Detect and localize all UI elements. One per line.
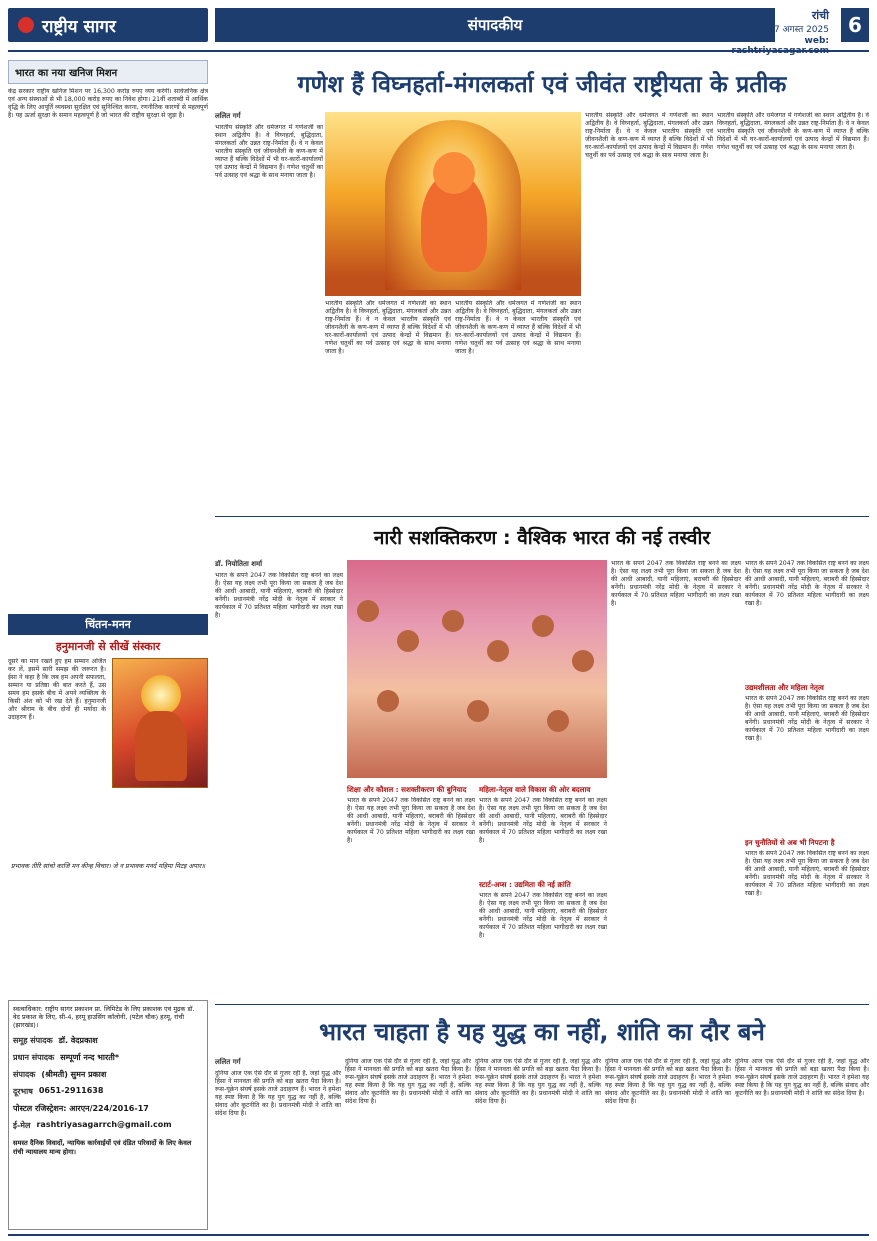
chintan-quote: प्रभावक तीरि सांचो काजि मन कीन्ह विचार। जे न प्रभावक मनर्द महिमा मिटइ अपार॥: [10, 862, 206, 870]
women-article-body-4: भारत के सपने 2047 तक विकसित राष्ट्र बनने का लक्ष्य है। ऐसा यह लक्ष्य तभी पूरा किया जा सकता है जब देश की आधी आबादी, यानी महिलाएं, बराबरी की हिस्सेदार बनेंगी। प्रधानमंत्री नरेंद्र मोदी के नेतृत्व में सरकार ने कार्यकाल में 70 प्रतिशत महिला भागीदारी का लक्ष्य रखा है।: [479, 892, 607, 939]
subhead-startups: स्टार्ट-अप्स : उद्यमिता की नई क्रांति: [479, 880, 571, 889]
women-article-body-7: भारत के सपने 2047 तक विकसित राष्ट्र बनने का लक्ष्य है। ऐसा यह लक्ष्य तभी पूरा किया जा सकता है जब देश की आधी आबादी, यानी महिलाएं, बराबरी की हिस्सेदार बनेंगी। प्रधानमंत्री नरेंद्र मोदी के नेतृत्व में सरकार ने कार्यकाल में 70 प्रतिशत महिला भागीदारी का लक्ष्य रखा है।: [745, 695, 869, 742]
footer-divider: [8, 1234, 869, 1236]
figure-shape: [135, 711, 187, 781]
section-title: संपादकीय: [467, 16, 523, 34]
ganesh-article-body: भारतीय संस्कृति और धर्मजगत में गणेशजी का स्थान अद्वितीय है। वे विघ्नहर्ता, बुद्धिदाता, मंगलकर्ता और उन्नत राष्ट्र-निर्माता हैं। वे न केवल भारतीय संस्कृति एवं जीवनशैली के कण-कण में व्याप्त हैं बल्कि विदेशों में भी घर-कारों-कार्यालयों एवं उत्पाद केन्द्रों में विद्यमान हैं। गणेश चतुर्थी का पर्व उत्साह एवं श्रद्धा के साथ मनाया जाता है।: [215, 124, 323, 179]
peace-article-body-3: दुनिया आज एक ऐसे दौर से गुजर रही है, जहां युद्ध और हिंसा ने मानवता की प्रगति को बड़ा खतरा पैदा किया है। रूस-यूक्रेन संघर्ष इसके ताजे उदाहरण हैं। भारत ने हमेशा यह स्पष्ट किया है कि यह युग युद्ध का नहीं है, बल्कि संवाद और कूटनीति का है। प्रधानमंत्री मोदी ने शांति का संदेश दिया है।: [475, 1058, 601, 1105]
paper-name: राष्ट्रीय सागर: [42, 16, 116, 37]
postal-row: [13, 1103, 203, 1114]
chief-editor-label: प्रधान संपादक: [13, 1053, 55, 1062]
ganesh-article-byline: ललित गर्ग: [215, 112, 241, 120]
divider: [215, 516, 869, 517]
paper-name-banner: [8, 8, 208, 42]
postal-registration: पोस्टल रजिस्ट्रेशन: आरएन/224/2016-17: [13, 1104, 149, 1113]
section-banner: [215, 8, 775, 42]
group-editor-row: [13, 1035, 203, 1046]
peace-article-column: [215, 1058, 341, 1233]
women-article-byline: डॉ. नियोतिता शर्मा: [215, 560, 263, 568]
face-shape: [547, 710, 569, 732]
women-article-body-5: भारत के सपने 2047 तक विकसित राष्ट्र बनने का लक्ष्य है। ऐसा यह लक्ष्य तभी पूरा किया जा सकता है जब देश की आधी आबादी, यानी महिलाएं, बराबरी की हिस्सेदार बनेंगी। प्रधानमंत्री नरेंद्र मोदी के नेतृत्व में सरकार ने कार्यकाल में 70 प्रतिशत महिला भागीदारी का लक्ष्य रखा है।: [611, 560, 741, 607]
ganesh-article-body-cont-1: भारतीय संस्कृति और धर्मजगत में गणेशजी का स्थान अद्वितीय है। वे विघ्नहर्ता, बुद्धिदाता, मंगलकर्ता और उन्नत राष्ट्र-निर्माता हैं। वे न केवल भारतीय संस्कृति एवं जीवनशैली के कण-कण में व्याप्त हैं बल्कि विदेशों में भी घर-कारों-कार्यालयों एवं उत्पाद केन्द्रों में विद्यमान हैं। गणेश चतुर्थी का पर्व उत्साह एवं श्रद्धा के साथ मनाया जाता है।: [325, 300, 451, 355]
jurisdiction-note: समस्त दैनिक विवादों, न्यायिक कार्रवाईयों एवं दंडित परिवादों के लिए केवल रांची न्यायालय मान्य होगा।: [13, 1139, 192, 1156]
women-article-column-3: [479, 782, 607, 1000]
hanuman-image: [112, 658, 208, 788]
face-shape: [487, 640, 509, 662]
ganesh-article-body-cont-2: भारतीय संस्कृति और धर्मजगत में गणेशजी का स्थान अद्वितीय है। वे विघ्नहर्ता, बुद्धिदाता, मंगलकर्ता और उन्नत राष्ट्र-निर्माता हैं। वे न केवल भारतीय संस्कृति एवं जीवनशैली के कण-कण में व्याप्त हैं बल्कि विदेशों में भी घर-कारों-कार्यालयों एवं उत्पाद केन्द्रों में विद्यमान हैं। गणेश चतुर्थी का पर्व उत्साह एवं श्रद्धा के साथ मनाया जाता है।: [455, 300, 581, 355]
peace-article-body-2: दुनिया आज एक ऐसे दौर से गुजर रही है, जहां युद्ध और हिंसा ने मानवता की प्रगति को बड़ा खतरा पैदा किया है। रूस-यूक्रेन संघर्ष इसके ताजे उदाहरण हैं। भारत ने हमेशा यह स्पष्ट किया है कि यह युग युद्ध का नहीं है, बल्कि संवाद और कूटनीति का है। प्रधानमंत्री मोदी ने शांति का संदेश दिया है।: [345, 1058, 471, 1105]
face-shape: [532, 615, 554, 637]
group-editor-label: समूह संपादक: [13, 1036, 53, 1045]
mineral-article-body: केंद्र सरकार राष्ट्रीय खनिज मिशन पर 16,300 करोड़ रुपए व्यय करेगी। सार्वजनिक क्षेत्र एवं अन्य संस्थाओं से भी 18,000 करोड़ रुपए का निवेश होगा। 21वीं शताब्दी में आर्थिक वृद्धि के लिए आपूर्ति व्यवस्था सुरक्षित एवं सुनिश्चित करना, रणनीतिक कारणों से महत्वपूर्ण है। यह ऊर्जा सुरक्षा के समान महत्वपूर्ण है जो भारत की राष्ट्रीय सुरक्षा से जुड़ा है।: [8, 88, 208, 119]
chintan-column-body: दूसरे का मान रखते हुए हम सम्मान अर्जित कर लें, इसमें सारी समझ की जरूरत है। ईसा ने कहा है कि जब हम अपनी सफलता, सम्मान या प्रतिष्ठा की बात करते हैं, उस समय हम इसके बीच में अपने व्यक्तित्व के किसी अंश को भी रख देते हैं। हनुमानजी और श्रीराम के बीच दोनों ही मर्यादा के उदाहरण हैं।: [8, 658, 106, 721]
publisher-statement: स्वत्वाधिकार: राष्ट्रीय सागर प्रकाशन प्रा. लिमिटेड के लिए प्रकाशक एवं मुद्रक डॉ. वेद प्रकाश के लिए, सी-4, हरमू हाउसिंग कॉलोनी, (पटेल चौक) हरमू, रांची (झारखंड)।: [13, 1005, 195, 1029]
chintan-column-header: चिंतन-मनन: [8, 614, 208, 635]
women-article-column-5: [745, 560, 869, 1000]
women-article-body-3: भारत के सपने 2047 तक विकसित राष्ट्र बनने का लक्ष्य है। ऐसा यह लक्ष्य तभी पूरा किया जा सकता है जब देश की आधी आबादी, यानी महिलाएं, बराबरी की हिस्सेदार बनेंगी। प्रधानमंत्री नरेंद्र मोदी के नेतृत्व में सरकार ने कार्यकाल में 70 प्रतिशत महिला भागीदारी का लक्ष्य रखा है।: [479, 797, 607, 844]
page-number: 6: [841, 8, 869, 42]
peace-article-body-5: दुनिया आज एक ऐसे दौर से गुजर रही है, जहां युद्ध और हिंसा ने मानवता की प्रगति को बड़ा खतरा पैदा किया है। रूस-यूक्रेन संघर्ष इसके ताजे उदाहरण हैं। भारत ने हमेशा यह स्पष्ट किया है कि यह युग युद्ध का नहीं है, बल्कि संवाद और कूटनीति का है। प्रधानमंत्री मोदी ने शांति का संदेश दिया है।: [735, 1058, 869, 1097]
idol-head-shape: [433, 152, 475, 194]
women-article-body: भारत के सपने 2047 तक विकसित राष्ट्र बनने का लक्ष्य है। ऐसा यह लक्ष्य तभी पूरा किया जा सकता है जब देश की आधी आबादी, यानी महिलाएं, बराबरी की हिस्सेदार बनेंगी। प्रधानमंत्री नरेंद्र मोदी के नेतृत्व में सरकार ने कार्यकाल में 70 प्रतिशत महिला भागीदारी का लक्ष्य रखा है।: [215, 572, 343, 619]
website-link[interactable]: web:: [804, 36, 829, 46]
face-shape: [377, 690, 399, 712]
women-article-body-8: भारत के सपने 2047 तक विकसित राष्ट्र बनने का लक्ष्य है। ऐसा यह लक्ष्य तभी पूरा किया जा सकता है जब देश की आधी आबादी, यानी महिलाएं, बराबरी की हिस्सेदार बनेंगी। प्रधानमंत्री नरेंद्र मोदी के नेतृत्व में सरकार ने कार्यकाल में 70 प्रतिशत महिला भागीदारी का लक्ष्य रखा है।: [745, 850, 869, 897]
face-shape: [397, 630, 419, 652]
group-editor-name: डॉ. वेदप्रकाश: [58, 1036, 98, 1045]
chintan-column-title: हनुमानजी से सीखें संस्कार: [55, 640, 161, 653]
imprint-box: [8, 1000, 208, 1230]
peace-article-byline: ललित गर्ग: [215, 1058, 241, 1066]
divider: [215, 1004, 869, 1005]
chief-editor-name: सम्पूर्णा नन्द भारती*: [60, 1053, 120, 1062]
peace-article-headline: भारत चाहता है यह युद्ध का नहीं, शांति का दौर बने: [319, 1017, 765, 1046]
women-article-column-2: [347, 782, 475, 1000]
face-shape: [572, 650, 594, 672]
editor-name: (श्रीमती) सुमन प्रकाश: [41, 1070, 107, 1079]
top-divider: [8, 50, 869, 52]
women-crowd-image: [347, 560, 607, 778]
ganesh-article-body-cont-4: भारतीय संस्कृति और धर्मजगत में गणेशजी का स्थान अद्वितीय है। वे विघ्नहर्ता, बुद्धिदाता, मंगलकर्ता और उन्नत राष्ट्र-निर्माता हैं। वे न केवल भारतीय संस्कृति एवं जीवनशैली के कण-कण में व्याप्त हैं बल्कि विदेशों में भी घर-कारों-कार्यालयों एवं उत्पाद केन्द्रों में विद्यमान हैं। गणेश चतुर्थी का पर्व उत्साह एवं श्रद्धा के साथ मनाया जाता है।: [717, 112, 869, 151]
email-label: ई-मेल: [13, 1121, 31, 1130]
phone-row: [13, 1086, 203, 1097]
dateline-date: बुधवार, 27 अगस्त 2025: [740, 25, 829, 35]
phone-label: दूरभाष: [13, 1087, 33, 1096]
subhead-entrepreneurship: उद्यमशीलता और महिला नेतृत्व: [745, 683, 824, 692]
women-article-body-6: भारत के सपने 2047 तक विकसित राष्ट्र बनने का लक्ष्य है। ऐसा यह लक्ष्य तभी पूरा किया जा सकता है जब देश की आधी आबादी, यानी महिलाएं, बराबरी की हिस्सेदार बनेंगी। प्रधानमंत्री नरेंद्र मोदी के नेतृत्व में सरकार ने कार्यकाल में 70 प्रतिशत महिला भागीदारी का लक्ष्य रखा है।: [745, 560, 869, 607]
subhead-education: शिक्षा और कौशल : सशक्तीकरण की बुनियाद: [347, 785, 467, 794]
mineral-article-title: भारत का नया खनिज मिशन: [8, 60, 208, 84]
face-shape: [357, 600, 379, 622]
halo-shape: [141, 675, 181, 715]
peace-article-body: दुनिया आज एक ऐसे दौर से गुजर रही है, जहां युद्ध और हिंसा ने मानवता की प्रगति को बड़ा खतरा पैदा किया है। रूस-यूक्रेन संघर्ष इसके ताजे उदाहरण हैं। भारत ने हमेशा यह स्पष्ट किया है कि यह युग युद्ध का नहीं है, बल्कि संवाद और कूटनीति का है। प्रधानमंत्री मोदी ने शांति का संदेश दिया है।: [215, 1070, 341, 1117]
dateline-city: रांची: [811, 9, 829, 22]
subhead-leadership: महिला-नेतृत्व वाले विकास की ओर बदलाव: [479, 785, 591, 794]
ganesh-article-body-cont-3: भारतीय संस्कृति और धर्मजगत में गणेशजी का स्थान अद्वितीय है। वे विघ्नहर्ता, बुद्धिदाता, मंगलकर्ता और उन्नत राष्ट्र-निर्माता हैं। वे न केवल भारतीय संस्कृति एवं जीवनशैली के कण-कण में व्याप्त हैं बल्कि विदेशों में भी घर-कारों-कार्यालयों एवं उत्पाद केन्द्रों में विद्यमान हैं। गणेश चतुर्थी का पर्व उत्साह एवं श्रद्धा के साथ मनाया जाता है।: [585, 112, 713, 159]
ganesh-image: [325, 112, 581, 296]
face-shape: [467, 700, 489, 722]
women-article-column: [215, 560, 343, 1000]
subhead-challenges: इन चुनौतियों से अब भी निपटना है: [745, 838, 835, 847]
ganesh-article-column: [215, 112, 323, 512]
women-article-headline: नारी सशक्तिकरण : वैश्विक भारत की नई तस्वीर: [373, 527, 711, 549]
phone-number: 0651-2911638: [38, 1086, 104, 1095]
chief-editor-row: [13, 1052, 203, 1063]
editor-label: संपादक: [13, 1070, 36, 1079]
logo-icon: [18, 17, 34, 33]
email-address[interactable]: rashtriyasagarrch@gmail.com: [36, 1120, 172, 1129]
ganesh-article-headline: गणेश हैं विघ्नहर्ता-मंगलकर्ता एवं जीवंत राष्ट्रीयता के प्रतीक: [297, 72, 787, 98]
sidebar: [8, 60, 208, 870]
email-row: [13, 1120, 203, 1131]
peace-article-body-4: दुनिया आज एक ऐसे दौर से गुजर रही है, जहां युद्ध और हिंसा ने मानवता की प्रगति को बड़ा खतरा पैदा किया है। रूस-यूक्रेन संघर्ष इसके ताजे उदाहरण हैं। भारत ने हमेशा यह स्पष्ट किया है कि यह युग युद्ध का नहीं है, बल्कि संवाद और कूटनीति का है। प्रधानमंत्री मोदी ने शांति का संदेश दिया है।: [605, 1058, 731, 1105]
face-shape: [442, 610, 464, 632]
editor-row: [13, 1069, 203, 1080]
women-article-body-2: भारत के सपने 2047 तक विकसित राष्ट्र बनने का लक्ष्य है। ऐसा यह लक्ष्य तभी पूरा किया जा सकता है जब देश की आधी आबादी, यानी महिलाएं, बराबरी की हिस्सेदार बनेंगी। प्रधानमंत्री नरेंद्र मोदी के नेतृत्व में सरकार ने कार्यकाल में 70 प्रतिशत महिला भागीदारी का लक्ष्य रखा है।: [347, 797, 475, 844]
